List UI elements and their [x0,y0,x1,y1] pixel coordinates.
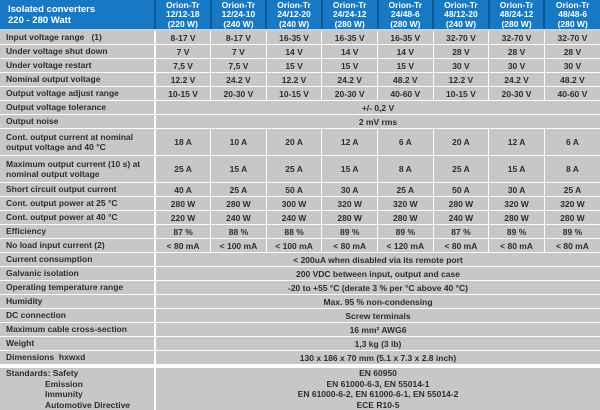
spec-value: 220 W [155,211,211,225]
row-label: Output voltage adjust range [0,87,155,101]
standards-values [155,366,600,410]
spec-value: 12.2 V [155,73,211,87]
spec-value: 14 V [378,45,434,59]
column-header-48/24-12: Orion-Tr 48/24-12 (280 W) [489,0,545,30]
spec-value: < 80 mA [155,239,211,253]
spec-value: 16-35 V [322,30,378,45]
spec-row [0,295,600,309]
spec-value: 10-15 V [155,87,211,101]
spec-value-merged: 1,3 kg (3 lb) [155,337,600,351]
spec-value: 280 W [433,197,489,211]
spec-value: < 80 mA [489,239,545,253]
spec-value-merged: 2 mV rms [155,115,600,129]
row-label: No load input current (2) [0,239,155,253]
spec-value: 7,5 V [155,59,211,73]
spec-value: < 80 mA [433,239,489,253]
spec-value: 25 A [266,156,322,183]
spec-value: 280 W [211,197,267,211]
spec-value-merged: Screw terminals [155,309,600,323]
spec-value: 32-70 V [433,30,489,45]
standards-value: ECE R10-5 [356,399,400,410]
spec-value: 30 V [433,59,489,73]
spec-row [0,197,600,211]
row-label: Under voltage shut down [0,45,155,59]
spec-value: 30 A [489,183,545,197]
spec-value: 24.2 V [489,73,545,87]
row-label: Output noise [0,115,155,129]
spec-row [0,225,600,239]
spec-value-merged: Max. 95 % non-condensing [155,295,600,309]
spec-row [0,323,600,337]
spec-value: 14 V [266,45,322,59]
spec-value: < 100 mA [211,239,267,253]
spec-row [0,351,600,367]
spec-value: 25 A [433,156,489,183]
spec-value: 10-15 V [433,87,489,101]
spec-row [0,267,600,281]
column-header-24/24-12: Orion-Tr 24/24-12 (280 W) [322,0,378,30]
spec-value: 280 W [322,211,378,225]
spec-value: 32-70 V [489,30,545,45]
spec-value: 25 A [544,183,600,197]
row-label: Humidity [0,295,155,309]
spec-row [0,73,600,87]
standards-value: EN 60950 [359,368,397,379]
spec-value: 15 A [211,156,267,183]
spec-value: 240 W [433,211,489,225]
spec-value: 89 % [544,225,600,239]
spec-value: 24.2 V [322,73,378,87]
spec-value: < 100 mA [266,239,322,253]
standards-label: Automotive Directive [45,399,131,410]
standards-labels [0,366,155,410]
spec-value: 18 A [155,129,211,156]
spec-value: < 80 mA [322,239,378,253]
table-title-line1: Isolated converters [8,4,96,16]
column-header-24/48-6: Orion-Tr 24/48-6 (280 W) [378,0,434,30]
spec-row [0,211,600,225]
row-label: Cont. output power at 25 °C [0,197,155,211]
table-title [0,0,155,30]
spec-value: 15 V [322,59,378,73]
spec-value: 240 W [211,211,267,225]
spec-value: 280 W [489,211,545,225]
spec-value-merged: 16 mm² AWG6 [155,323,600,337]
spec-value: 32-70 V [544,30,600,45]
spec-value: 48.2 V [378,73,434,87]
spec-value: 30 V [544,59,600,73]
spec-value: 8 A [378,156,434,183]
spec-value: 87 % [433,225,489,239]
spec-value: 40 A [155,183,211,197]
row-label: Output voltage tolerance [0,101,155,115]
spec-row [0,129,600,156]
spec-value: 40-60 V [544,87,600,101]
row-label: Operating temperature range [0,281,155,295]
spec-value: 30 A [322,183,378,197]
spec-row [0,239,600,253]
spec-value: 12.2 V [433,73,489,87]
spec-value: 20 A [433,129,489,156]
spec-value: 88 % [266,225,322,239]
spec-value: 320 W [544,197,600,211]
spec-value: 14 V [322,45,378,59]
spec-value-merged: -20 to +55 °C (derate 3 % per °C above 40 °C) [155,281,600,295]
standards-label: Standards: Safety [6,368,79,379]
spec-value: 8-17 V [155,30,211,45]
spec-value: 25 A [378,183,434,197]
spec-value: 50 A [266,183,322,197]
spec-value: 16-35 V [266,30,322,45]
column-header-12/24-10: Orion-Tr 12/24-10 (240 W) [211,0,267,30]
spec-row [0,253,600,267]
spec-value: 12.2 V [266,73,322,87]
row-label: Short circuit output current [0,183,155,197]
spec-value: 6 A [378,129,434,156]
row-label: Under voltage restart [0,59,155,73]
standards-row [0,366,600,410]
spec-row [0,156,600,183]
spec-value: 7 V [211,45,267,59]
spec-value: 15 A [322,156,378,183]
row-label: Maximum cable cross-section [0,323,155,337]
spec-value: 240 W [266,211,322,225]
spec-row [0,30,600,45]
row-label: Nominal output voltage [0,73,155,87]
spec-value: 28 V [544,45,600,59]
spec-row [0,183,600,197]
spec-value: 20-30 V [322,87,378,101]
column-header-48/48-6: Orion-Tr 48/48-6 (280 W) [544,0,600,30]
column-header-48/12-20: Orion-Tr 48/12-20 (240 W) [433,0,489,30]
spec-value: 7,5 V [211,59,267,73]
spec-row [0,59,600,73]
spec-value: 48.2 V [544,73,600,87]
standards-value: EN 61000-6-2, EN 61000-6-1, EN 55014-2 [297,389,459,400]
spec-value: 7 V [155,45,211,59]
spec-value: 20-30 V [211,87,267,101]
spec-row [0,281,600,295]
spec-row [0,101,600,115]
spec-value: 25 A [155,156,211,183]
row-label: Maximum output current (10 s) at nominal output voltage [0,156,155,183]
standards-value: EN 61000-6-3, EN 55014-1 [326,378,430,389]
spec-value: 280 W [378,211,434,225]
table-title-line2: 220 - 280 Watt [8,15,72,27]
spec-value-merged: 130 x 186 x 70 mm (5.1 x 7.3 x 2.8 inch) [155,351,600,367]
spec-row [0,309,600,323]
spec-value: 320 W [489,197,545,211]
spec-row [0,115,600,129]
row-label: Galvanic isolation [0,267,155,281]
spec-value: 320 W [322,197,378,211]
row-label: Efficiency [0,225,155,239]
spec-row [0,87,600,101]
row-label: Input voltage range (1) [0,30,155,45]
spec-value: 16-35 V [378,30,434,45]
spec-value: 15 A [489,156,545,183]
spec-row [0,337,600,351]
spec-value: 280 W [155,197,211,211]
row-label: DC connection [0,309,155,323]
spec-value: 89 % [378,225,434,239]
spec-value: 8 A [544,156,600,183]
spec-value: < 80 mA [544,239,600,253]
column-header-12/12-18: Orion-Tr 12/12-18 (220 W) [155,0,211,30]
spec-value: 280 W [544,211,600,225]
spec-value: 40-60 V [378,87,434,101]
spec-value: 30 V [489,59,545,73]
spec-value: 12 A [322,129,378,156]
spec-value: 320 W [378,197,434,211]
spec-value: 24.2 V [211,73,267,87]
spec-value: 89 % [489,225,545,239]
spec-value: 6 A [544,129,600,156]
spec-value: 300 W [266,197,322,211]
row-label: Dimensions hxwxd [0,351,155,367]
spec-value: 10 A [211,129,267,156]
spec-value: 12 A [489,129,545,156]
spec-value: 88 % [211,225,267,239]
spec-value: < 120 mA [378,239,434,253]
spec-value: 28 V [489,45,545,59]
spec-value: 8-17 V [211,30,267,45]
spec-value: 20-30 V [489,87,545,101]
standards-label: Emission [45,378,83,389]
standards-label: Immunity [45,389,83,400]
spec-value: 50 A [433,183,489,197]
header-row [0,0,600,30]
row-label: Cont. output power at 40 °C [0,211,155,225]
spec-value: 10-15 V [266,87,322,101]
row-label: Cont. output current at nominal output voltage and 40 °C [0,129,155,156]
spec-row [0,45,600,59]
spec-value: 28 V [433,45,489,59]
spec-value: 25 A [211,183,267,197]
row-label: Weight [0,337,155,351]
spec-value: 87 % [155,225,211,239]
column-header-24/12-20: Orion-Tr 24/12-20 (240 W) [266,0,322,30]
spec-value: 15 V [266,59,322,73]
spec-value: 20 A [266,129,322,156]
spec-value-merged: +/- 0,2 V [155,101,600,115]
spec-value: 89 % [322,225,378,239]
row-label: Current consumption [0,253,155,267]
spec-value: 15 V [378,59,434,73]
spec-value-merged: 200 VDC between input, output and case [155,267,600,281]
spec-value-merged: < 200uA when disabled via its remote port [155,253,600,267]
